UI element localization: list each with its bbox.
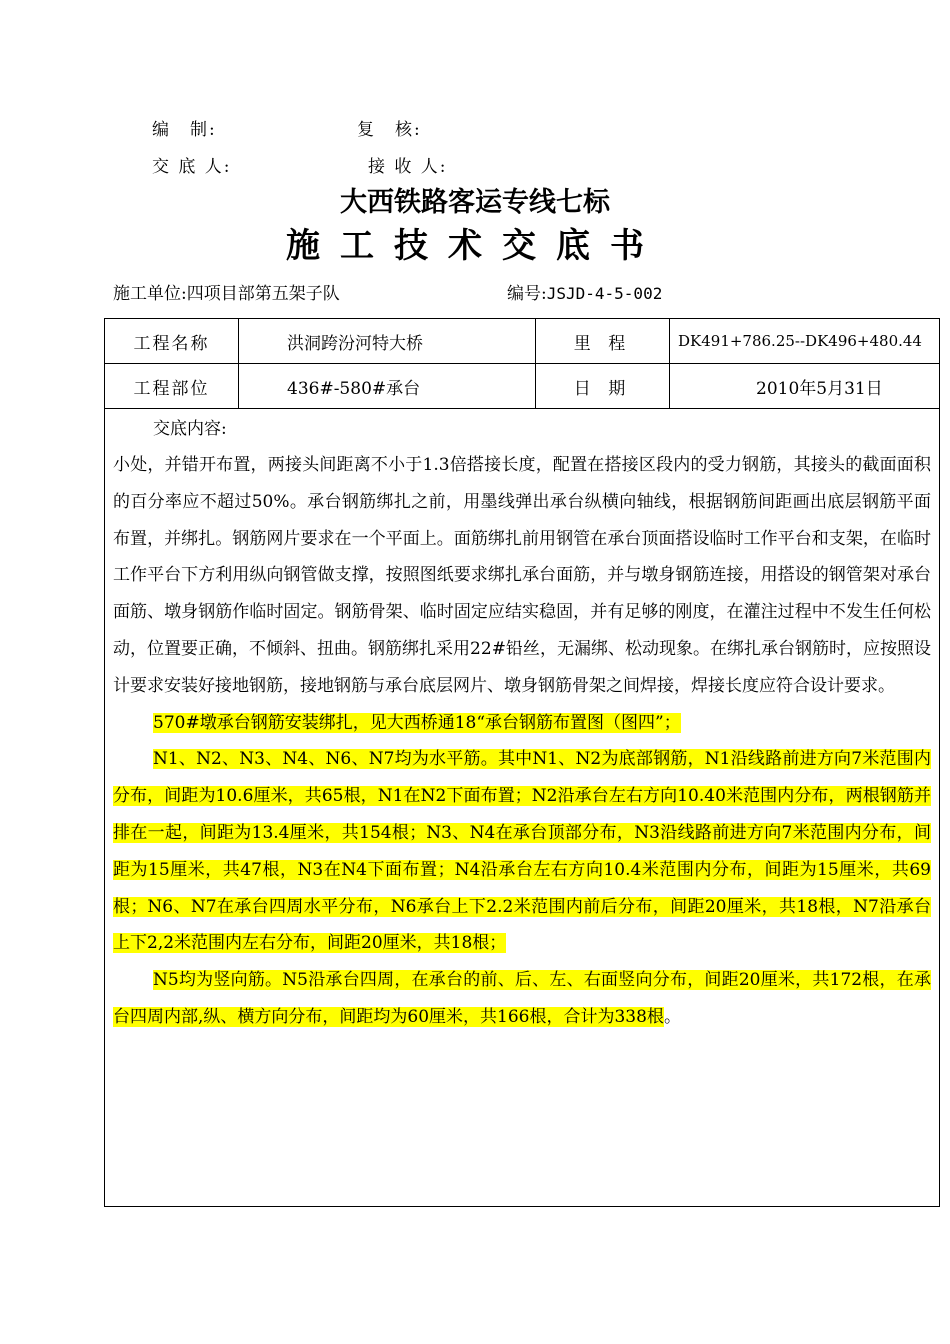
- mileage-value: DK491+786.25--DK496+480.44: [670, 319, 940, 364]
- highlighted-text: N5均为竖向筋。N5沿承台四周，在承台的前、后、左、右面竖向分布，间距20厘米，共172根，在承台四周内部,纵、横方向分布，间距均为60厘米，共166根，合计为338根: [113, 970, 931, 1027]
- highlighted-text: 570#墩承台钢筋安装绑扎，见大西桥通18“承台钢筋布置图（图四”；: [153, 712, 681, 733]
- construction-unit: [113, 279, 340, 304]
- project-name-value: 洪洞跨汾河特大桥: [239, 319, 536, 364]
- project-name-label: 工程名称: [105, 319, 239, 364]
- content-paragraph-4: [113, 962, 931, 1036]
- reviewer-label: 复 核:: [357, 120, 422, 140]
- table-row: [105, 364, 940, 409]
- compiler-label: 编 制:: [152, 120, 217, 140]
- paragraph-end-mark: 。: [663, 1006, 681, 1027]
- handover-table: [104, 318, 940, 1207]
- date-value: 2010年5月31日: [670, 364, 940, 409]
- document-number: [507, 279, 662, 304]
- document-number-value: JSJD-4-5-002: [546, 284, 663, 303]
- date-label: 日 期: [536, 364, 670, 409]
- construction-unit-label: 施工单位:: [113, 284, 187, 304]
- project-part-label: 工程部位: [105, 364, 239, 409]
- mileage-label: 里 程: [536, 319, 670, 364]
- document-title-line2: 施工技术交底书: [286, 226, 664, 266]
- construction-unit-value: 四项目部第五架子队: [186, 284, 340, 304]
- project-part-value: 436#-580#承台: [239, 364, 536, 409]
- receiver-label: 接 收 人:: [368, 157, 448, 177]
- content-paragraph-3: [113, 741, 931, 962]
- content-cell: [105, 409, 940, 1207]
- table-row: [105, 319, 940, 364]
- handover-person-label: 交 底 人:: [152, 157, 232, 177]
- document-number-label: 编号:: [507, 284, 547, 304]
- document-title-line1: 大西铁路客运专线七标: [340, 187, 610, 218]
- highlighted-text: N1、N2、N3、N4、N6、N7均为水平筋。其中N1、N2为底部钢筋，N1沿线路前进方向7米范围内分布，间距为10.6厘米，共65根，N1在N2下面布置；N2沿承台左右方向10.40米范围内分布，两根钢筋并排在一起，间距为13.4厘米，共154根；N3、N4在承台顶部分布，N3沿线路前进方向7米范围内分布，间距为15厘米，共47根，N3在N4下面布置；N4沿承台左右方向10.4米范围内分布，间距为15厘米，共69根；N6、N7在承台四周水平分布，N6承台上下2.2米范围内前后分布，间距20厘米，共18根，N7沿承台上下2,2米范围内左右分布，间距20厘米，共18根；: [113, 749, 931, 954]
- content-paragraph-2: [113, 705, 931, 742]
- content-label: 交底内容:: [153, 419, 227, 439]
- content-paragraph-1: 小处，并错开布置，两接头间距离不小于1.3倍搭接长度，配置在搭接区段内的受力钢筋，其接头的截面面积的百分率应不超过50%。承台钢筋绑扎之前，用墨线弹出承台纵横向轴线，根据钢筋间距画出底层钢筋平面布置，并绑扎。钢筋网片要求在一个平面上。面筋绑扎前用钢管在承台顶面搭设临时工作平台和支架，在临时工作平台下方利用纵向钢管做支撑，按照图纸要求绑扎承台面筋，并与墩身钢筋连接，用搭设的钢管架对承台面筋、墩身钢筋作临时固定。钢筋骨架、临时固定应结实稳固，并有足够的刚度，在灌注过程中不发生任何松动，位置要正确，不倾斜、扭曲。钢筋绑扎采用22#铅丝，无漏绑、松动现象。在绑扎承台钢筋时，应按照设计要求安装好接地钢筋，接地钢筋与承台底层网片、墩身钢筋骨架之间焊接，焊接长度应符合设计要求。: [113, 455, 931, 696]
- table-row: [105, 409, 940, 1207]
